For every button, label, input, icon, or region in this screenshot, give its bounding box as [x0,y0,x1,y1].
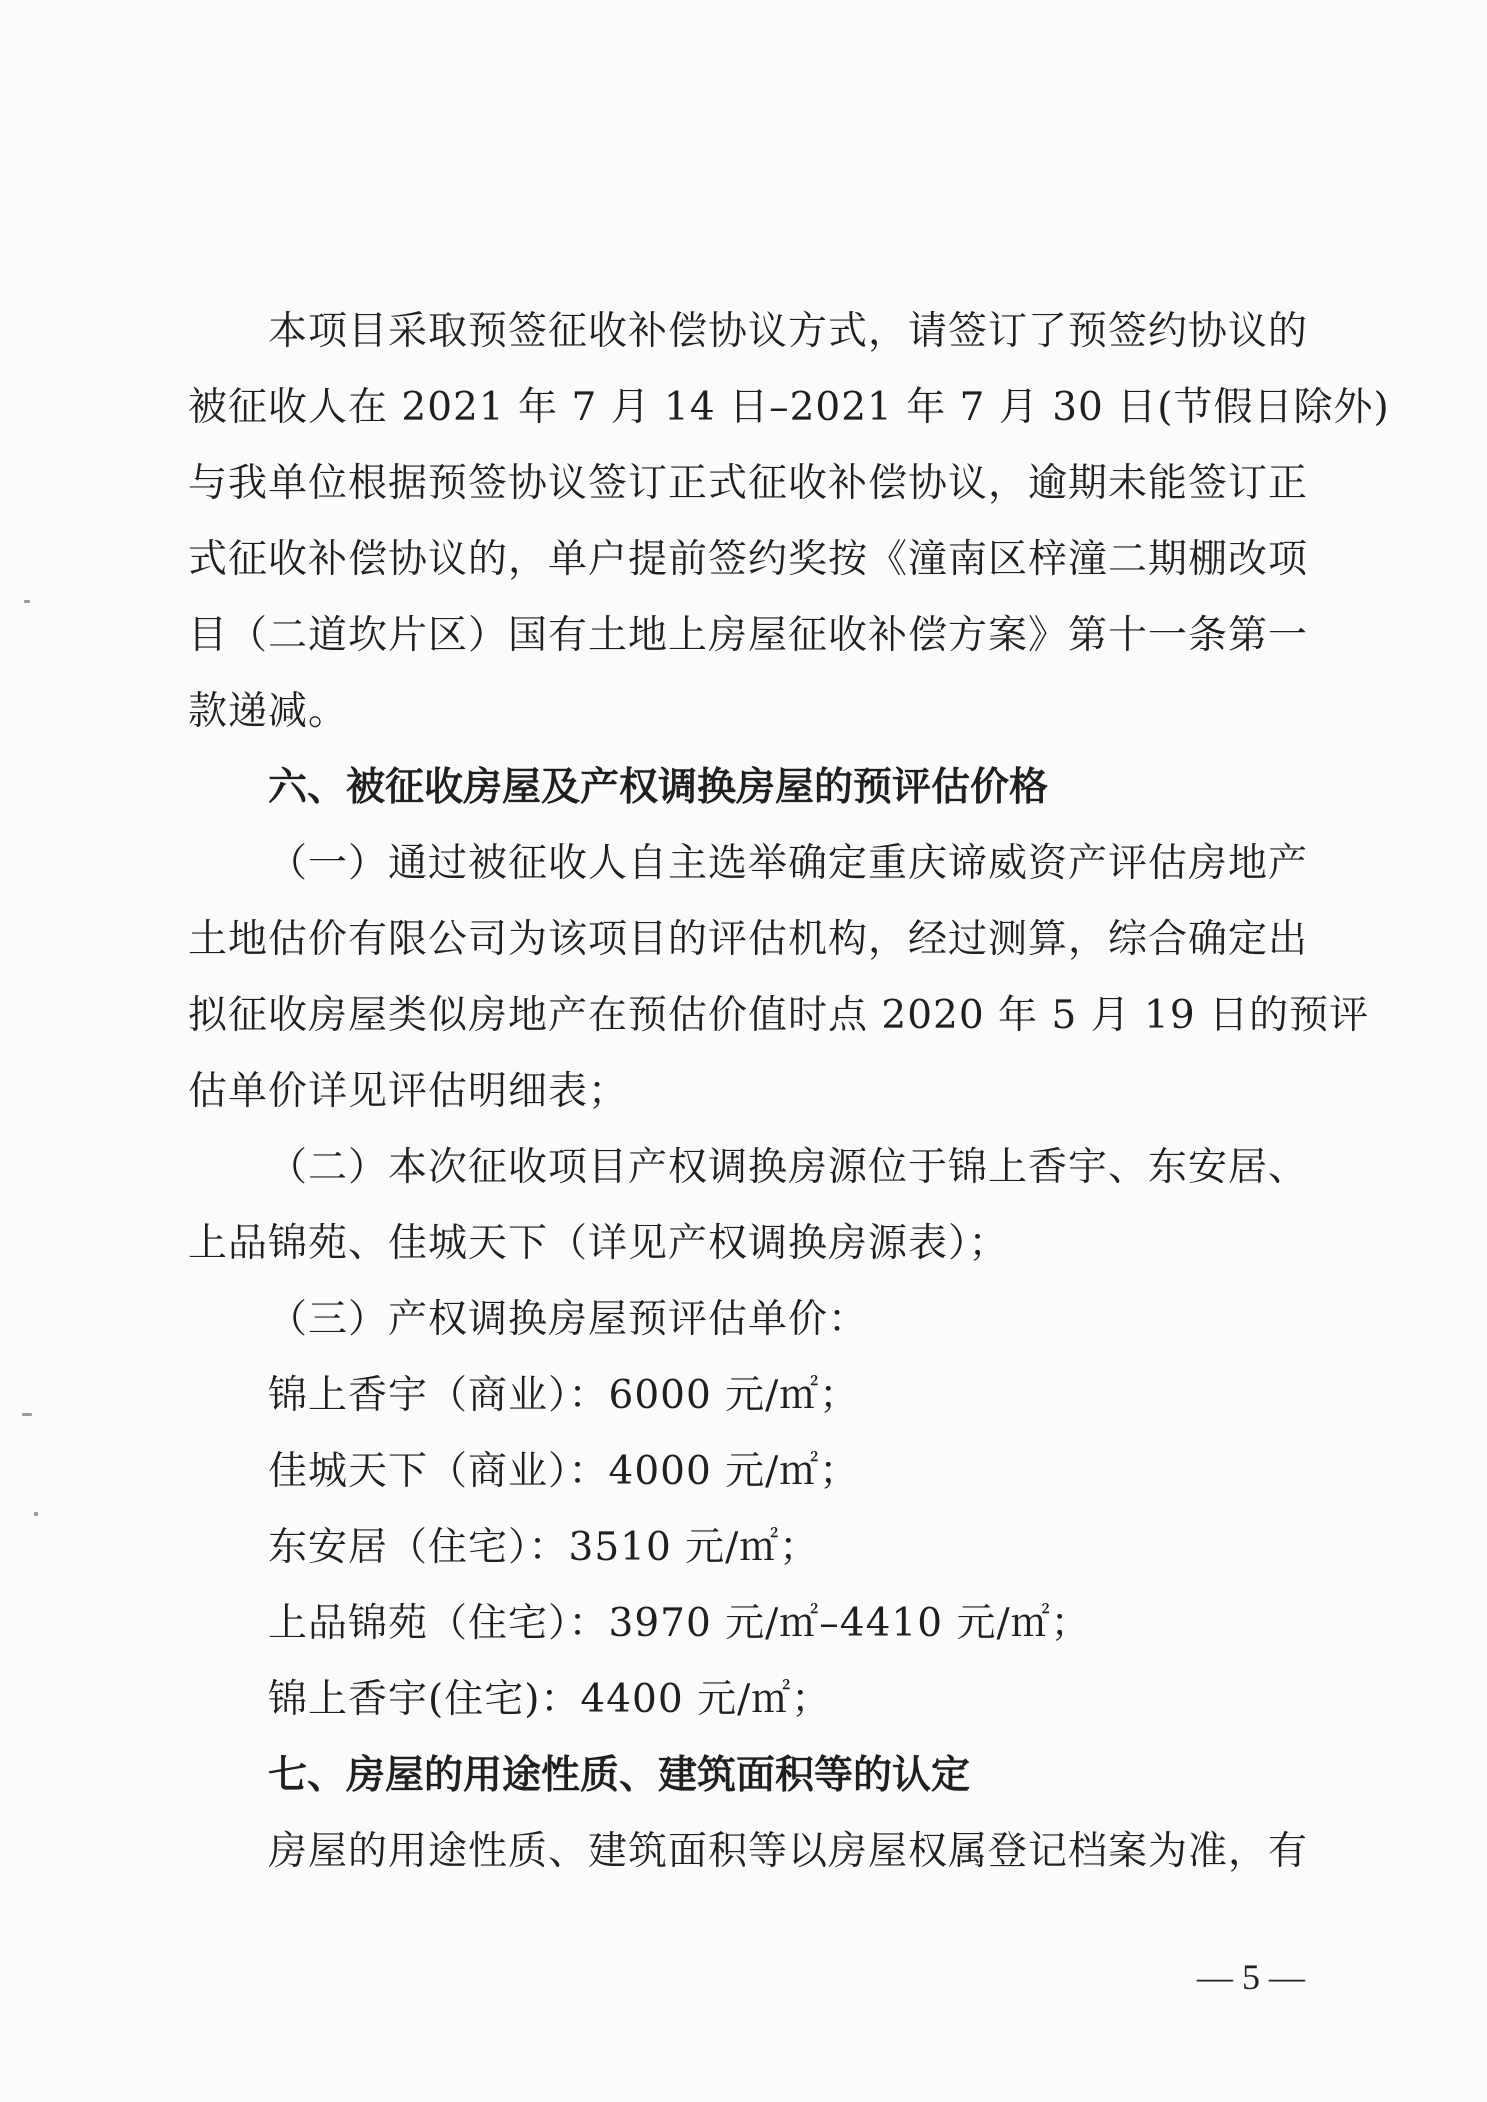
paragraph-line: （三）产权调换房屋预评估单价： [268,1297,869,1342]
price-line: 东安居（住宅）：3510 元/㎡； [268,1525,820,1570]
price-line: 佳城天下（商业）：4000 元/㎡； [268,1449,860,1494]
price-line: 上品锦苑（住宅）：3970 元/㎡–4410 元/㎡； [268,1601,1091,1646]
price-line: 锦上香宇(住宅)：4400 元/㎡； [268,1677,832,1722]
section-7-heading: 七、房屋的用途性质、建筑面积等的认定 [268,1753,971,1798]
section-6-heading: 六、被征收房屋及产权调换房屋的预评估价格 [268,765,1049,810]
page-number: — 5 — [1197,1957,1305,1997]
paragraph-line: 目（二道坎片区）国有土地上房屋征收补偿方案》第十一条第一 [188,613,1309,658]
paragraph-line: 估单价详见评估明细表； [188,1069,629,1114]
paragraph-line: 与我单位根据预签协议签订正式征收补偿协议，逾期未能签订正 [188,461,1309,506]
paragraph-line: 式征收补偿协议的，单户提前签约奖按《潼南区梓潼二期棚改项 [188,537,1309,582]
price-line: 锦上香宇（商业）：6000 元/㎡； [268,1373,860,1418]
paragraph-line: （一）通过被征收人自主选举确定重庆谛威资产评估房地产 [268,841,1309,886]
scan-speck [22,1413,32,1416]
paragraph-line: 本项目采取预签征收补偿协议方式，请签订了预签约协议的 [268,309,1309,354]
paragraph-line: 房屋的用途性质、建筑面积等以房屋权属登记档案为准，有 [268,1829,1309,1874]
scan-speck [24,600,30,603]
paragraph-line: 上品锦苑、佳城天下（详见产权调换房源表）； [188,1221,1009,1266]
paragraph-line: （二）本次征收项目产权调换房源位于锦上香宇、东安居、 [268,1145,1309,1190]
paragraph-line: 土地估价有限公司为该项目的评估机构，经过测算，综合确定出 [188,917,1309,962]
paragraph-line: 被征收人在 2021 年 7 月 14 日–2021 年 7 月 30 日(节假日除外) [188,385,1390,430]
scan-speck [34,1512,38,1516]
paragraph-line: 拟征收房屋类似房地产在预估价值时点 2020 年 5 月 19 日的预评 [188,993,1370,1038]
paragraph-line: 款递减。 [188,689,349,734]
